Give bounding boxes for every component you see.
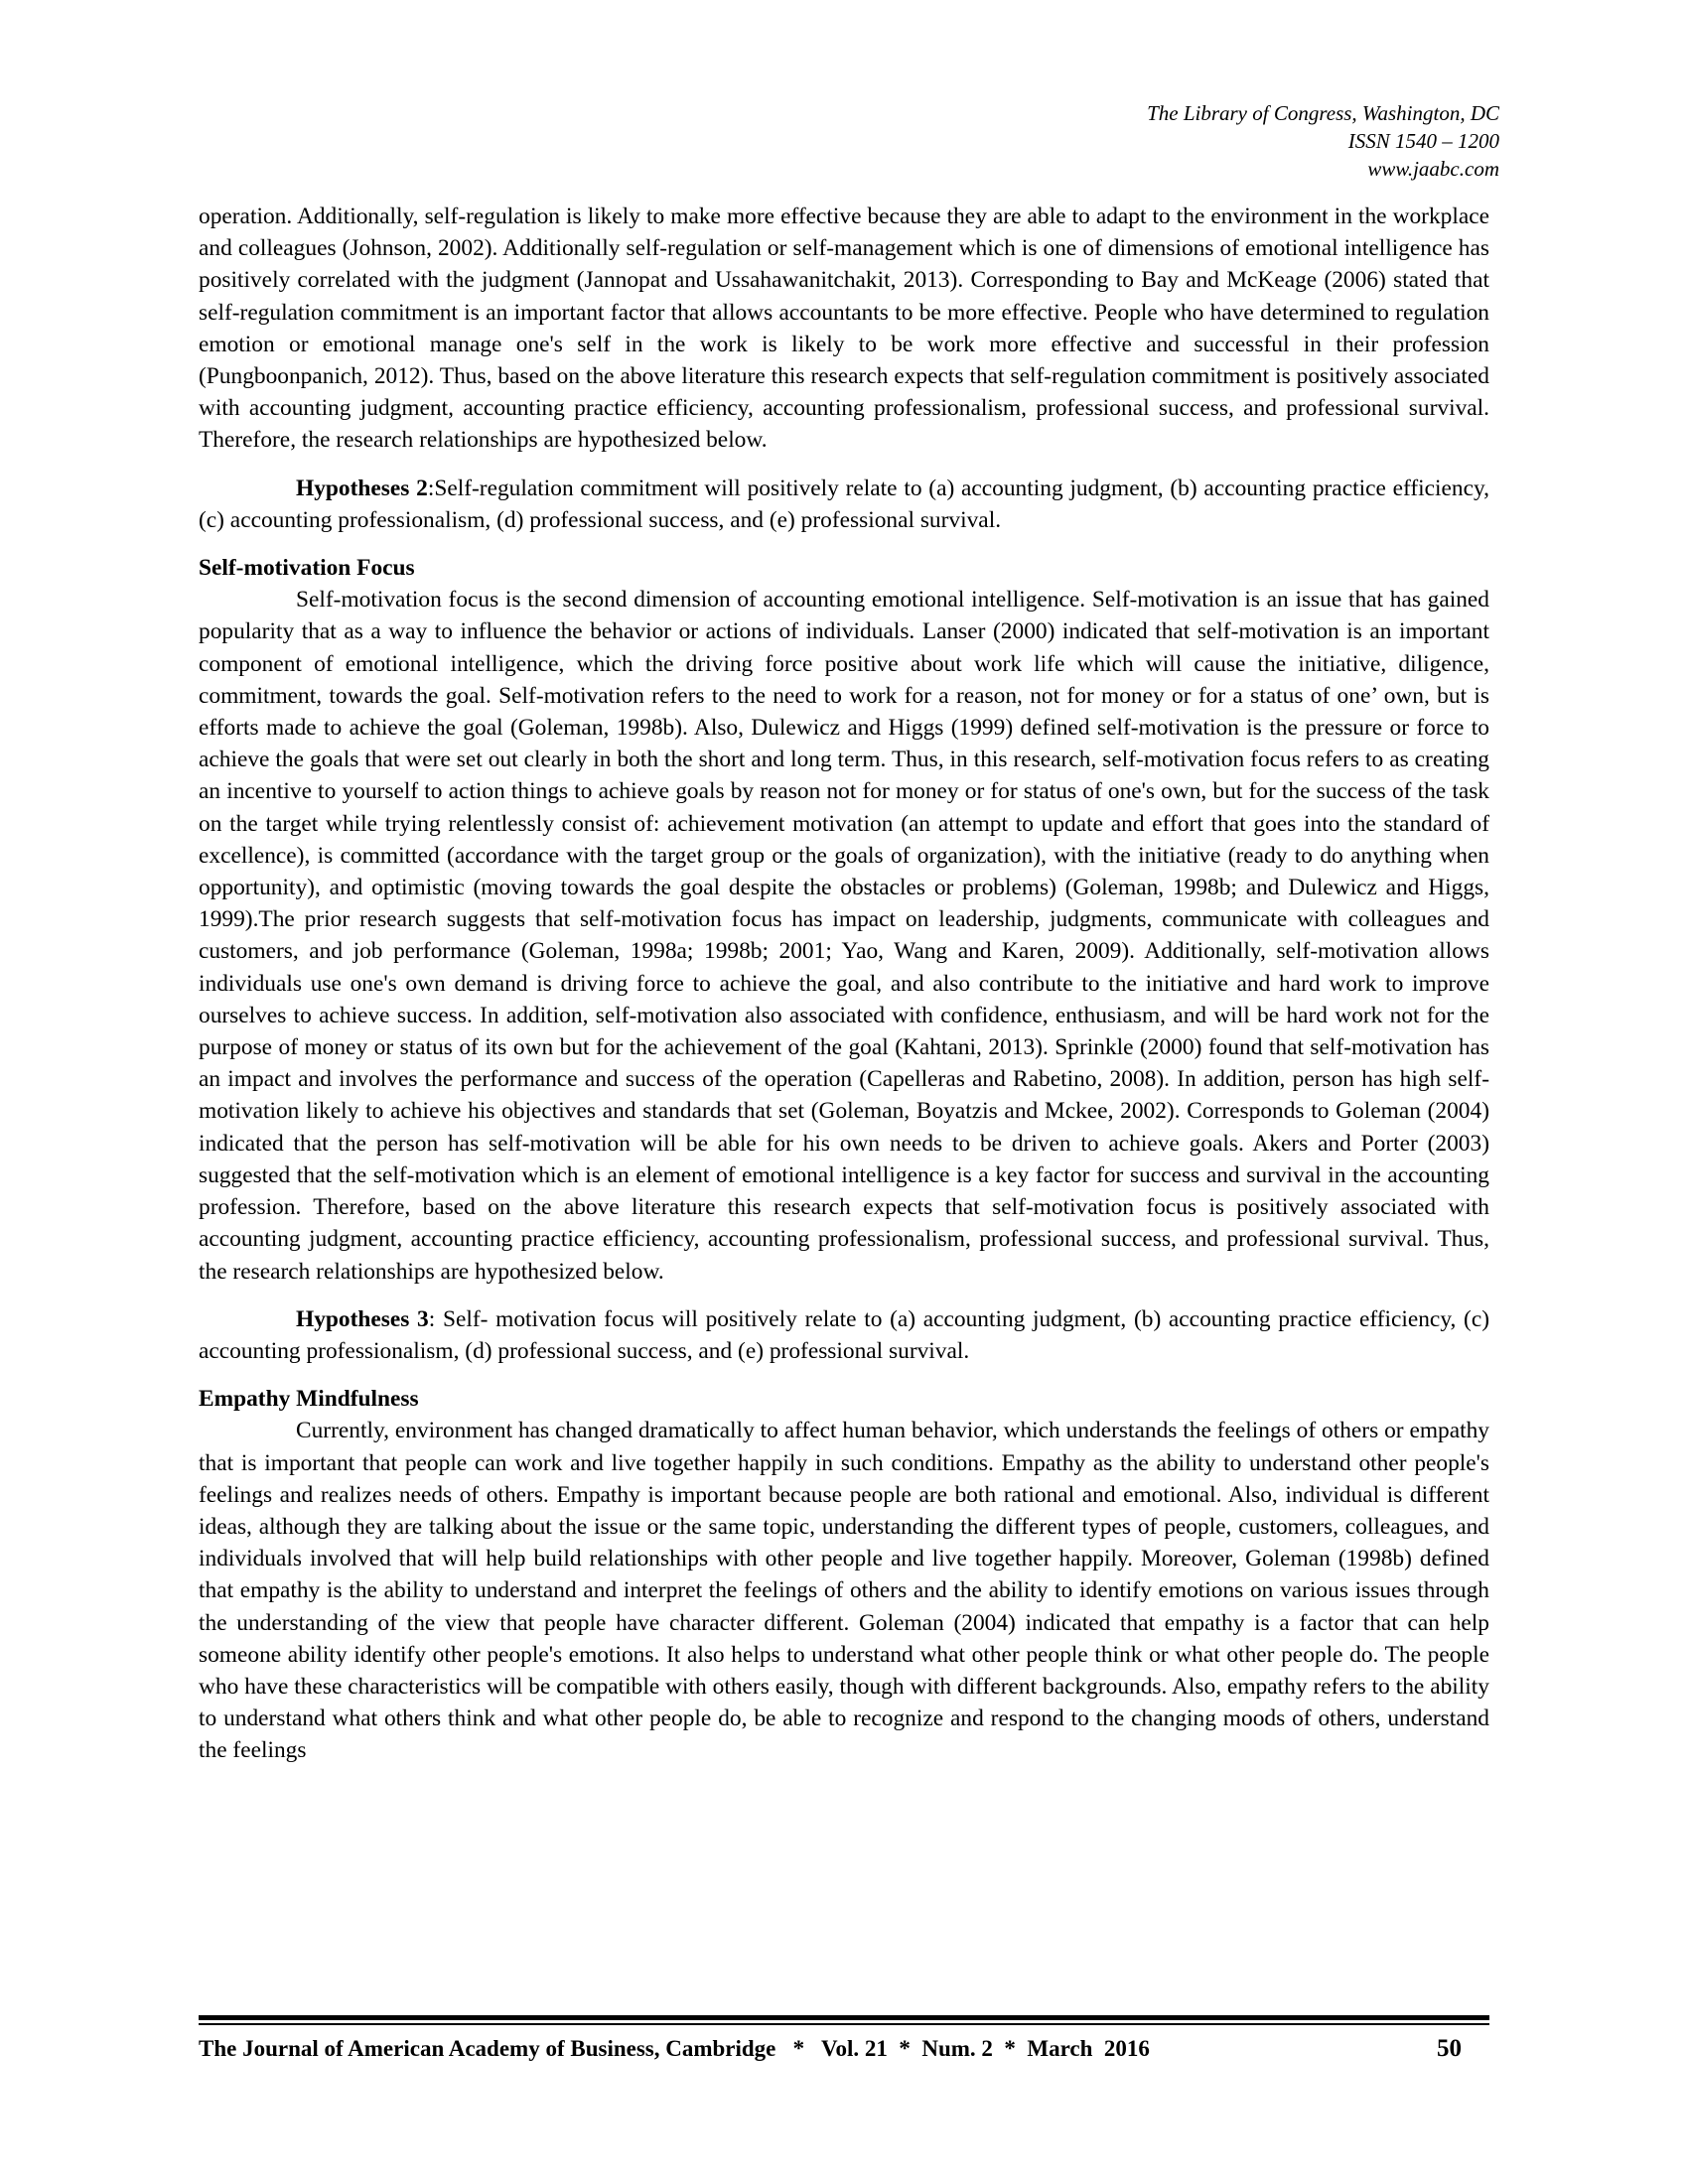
paragraph-self-motivation: Self-motivation focus is the second dimension of accounting emotional intelligence. Self-motivation is an issue that has gained popularity that as a way to influence the behavior or actions of individuals. Lanser (2000) indicated that self-motivation is an important component of emotional intelligence, which the driving force positive about work life which will cause the initiative, diligence, commitment, towards the goal. Self-motivation refers to the need to work for a reason, not for money or for a status of one’ own, but is efforts made to achieve the goal (Goleman, 1998b). Also, Dulewicz and Higgs (1999) defined self-motivation is the pressure or force to achieve the goals that were set out clearly in both the short and long term. Thus, in this research, self-motivation focus refers to as creating an incentive to yourself to action things to achieve goals by reason not for money or for status of one's own, but for the success of the task on the target while trying relentlessly consist of: achievement motivation (an attempt to update and effort that goes into the standard of excellence), is committed (accordance with the target group or the goals of organization), with the initiative (ready to do anything when opportunity), and optimistic (moving towards the goal despite the obstacles or problems) (Goleman, 1998b; and Dulewicz and Higgs, 1999).The prior research suggests that self-motivation focus has impact on leadership, judgments, communicate with colleagues and customers, and job performance (Goleman, 1998a; 1998b; 2001; Yao, Wang and Karen, 2009). Additionally, self-motivation allows individuals use one's own demand is driving force to achieve the goal, and also contribute to the initiative and hard work to improve ourselves to achieve success. In addition, self-motivation also associated with confidence, enthusiasm, and will be hard work not for the purpose of money or status of its own but for the achievement of the goal (Kahtani, 2013). Sprinkle (2000) found that self-motivation has an impact and involves the performance and success of the operation (Capelleras and Rabetino, 2008). In addition, person has high self-motivation likely to achieve his objectives and standards that set (Goleman, Boyatzis and Mckee, 2002). Corresponds to Goleman (2004) indicated that the person has self-motivation will be able for his own needs to be driven to achieve goals. Akers and Porter (2003) suggested that the self-motivation which is an element of emotional intelligence is a key factor for success and survival in the accounting profession. Therefore, based on the above literature this research expects that self-motivation focus is positively associated with accounting judgment, accounting practice efficiency, accounting professionalism, professional success, and professional survival. Thus, the research relationships are hypothesized below.: [199, 587, 1489, 1285]
footer-rule-thick: [199, 2015, 1489, 2020]
hypothesis-3: [199, 1303, 1489, 1367]
footer-journal-citation: The Journal of American Academy of Business, Cambridge * Vol. 21 * Num. 2 * March 2016: [199, 2036, 1150, 2061]
hypothesis-3-text: : Self- motivation focus will positively relate to (a) accounting judgment, (b) accounting practice efficiency, (c) accounting professionalism, (d) professional success, and (e) professional survival.: [199, 1305, 1489, 1364]
hypothesis-2-label: Hypotheses 2: [296, 475, 428, 501]
section-heading-self-motivation: Self-motivation Focus: [199, 555, 415, 582]
page-footer: [199, 2029, 1489, 2069]
header-website-line: www.jaabc.com: [1367, 157, 1499, 181]
section-heading-empathy: Empathy Mindfulness: [199, 1386, 419, 1413]
article-body: [199, 201, 1489, 1767]
paragraph-empathy: Currently, environment has changed dramatically to affect human behavior, which understands the feelings of others or empathy that is important that people can work and live together happily in such conditions. Empathy as the ability to understand other people's feelings and realizes needs of others. Empathy is important because people are both rational and emotional. Also, individual is different ideas, although they are talking about the issue or the same topic, understanding the different types of people, customers, colleagues, and individuals involved that will help build relationships with other people and live together happily. Moreover, Goleman (1998b) defined that empathy is the ability to understand and interpret the feelings of others and the ability to identify emotions on various issues through the understanding of the view that people have character different. Goleman (2004) indicated that empathy is a factor that can help someone ability identify other people's emotions. It also helps to understand what other people think or what other people do. The people who have these characteristics will be compatible with others easily, though with different backgrounds. Also, empathy refers to the ability to understand what others think and what other people do, be able to recognize and respond to the changing moods of others, understand the feelings: [199, 1418, 1489, 1764]
page-number: 50: [1437, 2035, 1462, 2062]
hypothesis-2: [199, 473, 1489, 536]
header-library-line: The Library of Congress, Washington, DC: [1147, 101, 1499, 125]
running-header: [804, 99, 1499, 183]
header-issn-line: ISSN 1540 – 1200: [1347, 129, 1499, 153]
hypothesis-2-text: :Self-regulation commitment will positively relate to (a) accounting judgment, (b) accounting practice efficiency, (c) accounting professionalism, (d) professional success, and (e) professional survival.: [199, 475, 1490, 533]
hypothesis-3-label: Hypotheses 3: [296, 1305, 429, 1332]
paragraph-opening: operation. Additionally, self-regulation is likely to make more effective because they are able to adapt to the environment in the workplace and colleagues (Johnson, 2002). Additionally self-regulation or self-management which is one of dimensions of emotional intelligence has positively correlated with the judgment (Jannopat and Ussahawanitchakit, 2013). Corresponding to Bay and McKeage (2006) stated that self-regulation commitment is an important factor that allows accountants to be more effective. People who have determined to regulation emotion or emotional manage one's self in the work is likely to be work more effective and successful in their profession (Pungboonpanich, 2012). Thus, based on the above literature this research expects that self-regulation commitment is positively associated with accounting judgment, accounting practice efficiency, accounting professionalism, professional success, and professional survival. Therefore, the research relationships are hypothesized below.: [199, 204, 1489, 454]
footer-rule-thin: [199, 2023, 1489, 2025]
